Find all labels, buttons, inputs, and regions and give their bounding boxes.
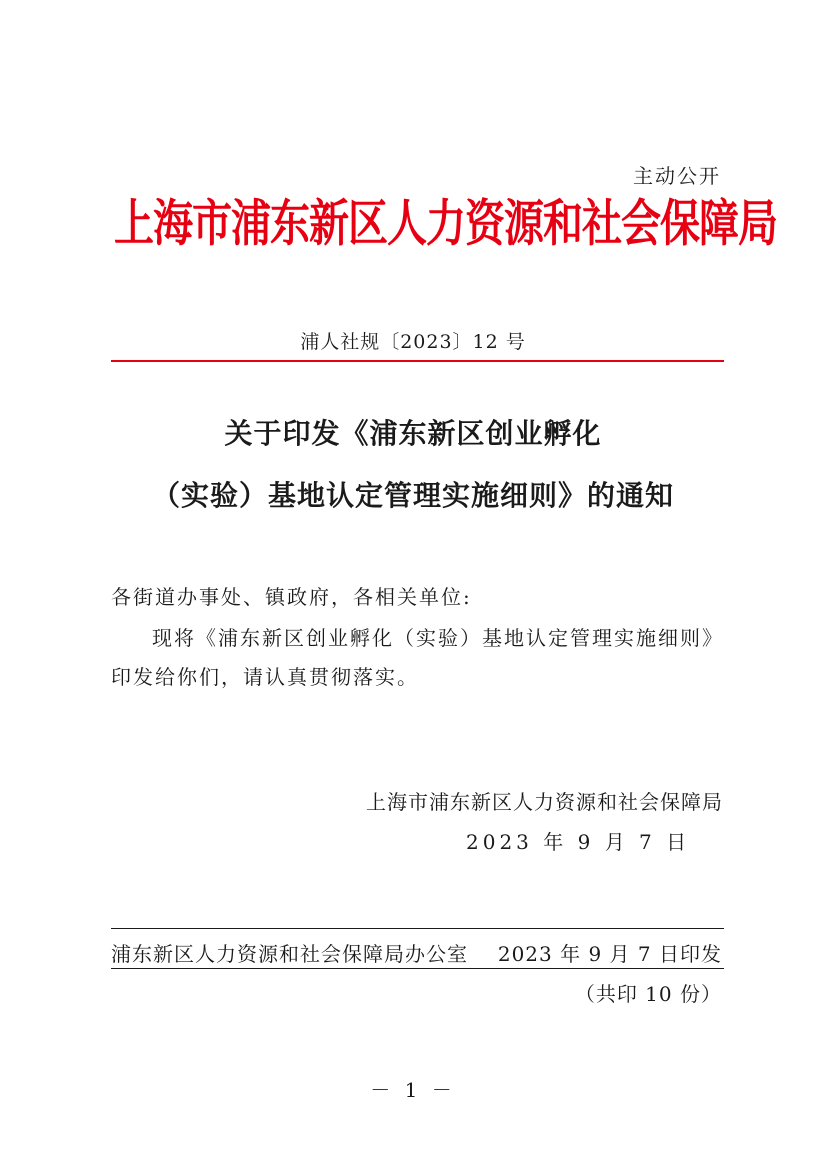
document-number: 浦人社规〔2023〕12 号	[300, 331, 526, 353]
signature-date: 2023 年 9 月 7 日	[466, 830, 691, 854]
body-paragraph-line-1: 现将《浦东新区创业孵化（实验）基地认定管理实施细则》	[152, 626, 724, 650]
footer-bottom-rule	[111, 968, 724, 969]
signer: 上海市浦东新区人力资源和社会保障局	[366, 790, 723, 814]
document-title-line-2: （实验）基地认定管理实施细则》的通知	[151, 479, 674, 512]
red-divider	[111, 360, 724, 362]
document-title-line-1: 关于印发《浦东新区创业孵化	[224, 417, 602, 450]
addressee: 各街道办事处、镇政府，各相关单位:	[111, 585, 472, 609]
disclosure-label: 主动公开	[633, 164, 721, 188]
org-header-title: 上海市浦东新区人力资源和社会保障局	[114, 195, 777, 253]
footer-top-rule	[111, 928, 724, 929]
page-number: － 1 －	[370, 1078, 456, 1102]
issuing-office: 浦东新区人力资源和社会保障局办公室	[111, 942, 468, 966]
body-paragraph-line-2: 印发给你们，请认真贯彻落实。	[111, 665, 419, 689]
issue-date: 2023 年 9 月 7 日印发	[497, 942, 722, 966]
copies-count: （共印 10 份）	[574, 982, 722, 1006]
